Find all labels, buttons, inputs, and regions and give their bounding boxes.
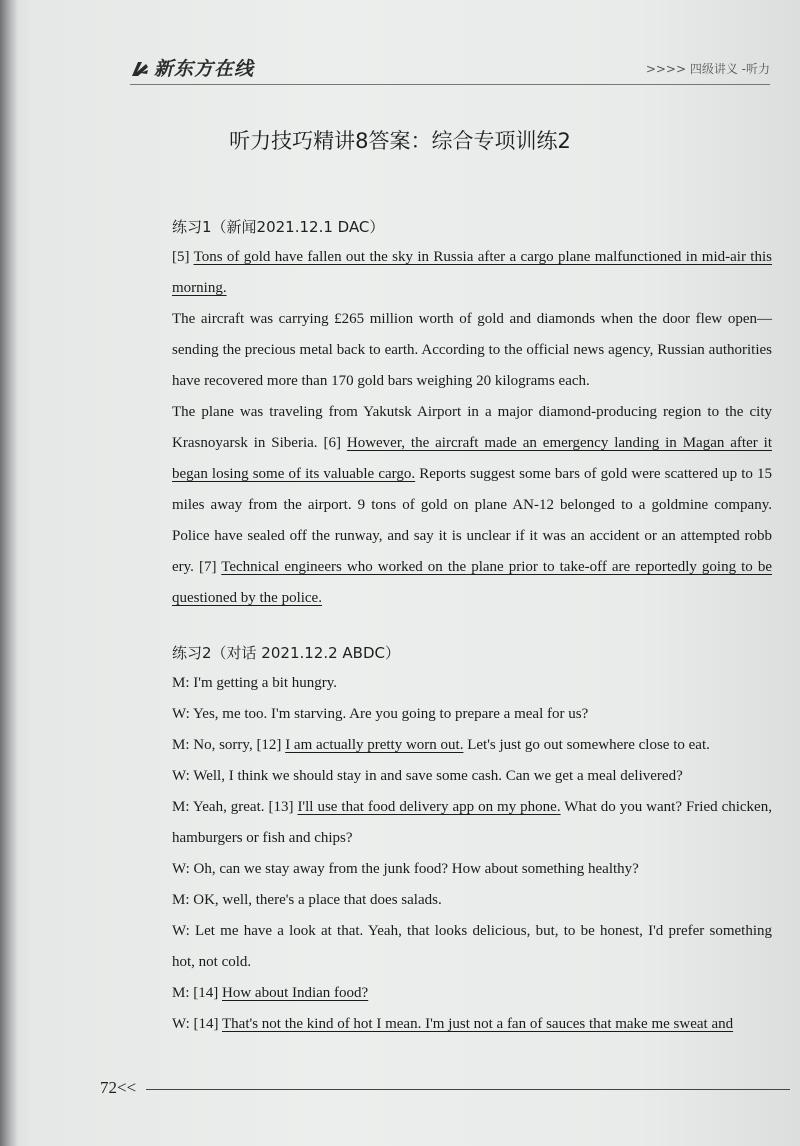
answer-underline: I'll use that food delivery app on my phone. [297,799,561,815]
footer-divider [146,1089,790,1090]
dialogue-line: W: Let me have a look at that. Yeah, that looks delicious, but, to be honest, I'd prefer something hot, not cold. [172,923,772,970]
question-marker: [5] [172,249,194,265]
header-divider [130,84,770,85]
answer-underline: How about Indian food? [222,985,369,1001]
exercise2-heading: 练习2（对话 2021.12.2 ABDC） [172,644,400,662]
answer-underline: Tons of gold have fallen out the sky in Russia after a cargo plane malfunctioned in mid-air this morning. [172,249,772,296]
paragraph-text: Reports suggest some bars of gold were scattered up to 15 miles away from the airport. 9 tons of gold on plane AN-12 belonged to a goldmine company. Police have sealed off the runway, and say it is unclear if it was an accident or an attempted robb ery. [7] [172,466,772,575]
page-footer [100,1078,790,1098]
answer-underline: That's not the kind of hot I mean. I'm just not a fan of sauces that make me sweat and [222,1016,734,1032]
dialogue-text: M: Yeah, great. [13] [172,799,298,815]
dialogue-text: Let's just go out somewhere close to eat. [463,737,710,753]
dialogue-line [172,792,772,854]
exercise1-paragraph-1 [172,242,772,304]
dialogue-line: W: Well, I think we should stay in and save some cash. Can we get a meal delivered? [172,768,683,784]
dialogue-line: W: Yes, me too. I'm starving. Are you going to prepare a meal for us? [172,706,589,722]
dialogue-line [172,730,772,761]
page-title: 听力技巧精讲8答案：综合专项训练2 [229,129,571,153]
dialogue-text: What do you want? Fried chicken, hamburgers or fish and chips? [172,799,772,846]
logo-text: 新东方在线 [154,58,255,80]
page-header [130,54,770,80]
paragraph-text: The plane was traveling from Yakutsk Airport in a major diamond-producing region to the city Krasnoyarsk in Siberia. [6] [172,404,772,451]
dialogue-line: M: I'm getting a bit hungry. [172,675,338,691]
exercise1-heading: 练习1（新闻2021.12.1 DAC） [172,218,385,236]
dialogue-text: W: [14] [172,1016,222,1032]
logo-mark-icon [130,58,150,78]
dialogue-line: W: Oh, can we stay away from the junk food? How about something healthy? [172,861,639,877]
section-label: >>>> 四级讲义 -听力 [645,62,770,76]
logo [130,54,254,81]
exercise1-paragraph-3 [172,397,772,614]
page-edge-shadow [0,0,18,1146]
dialogue-text: M: No, sorry, [12] [172,737,286,753]
exercise1-paragraph-2: The aircraft was carrying £265 million worth of gold and diamonds when the door flew open—sending the precious metal back to earth. According to the official news agency, Russian authorities have recovered more than 170 gold bars weighing 20 kilograms each. [172,311,772,389]
dialogue-line: M: OK, well, there's a place that does salads. [172,892,442,908]
main-content [172,212,772,1040]
dialogue-text: M: [14] [172,985,222,1001]
answer-underline: I am actually pretty worn out. [285,737,464,753]
dialogue-line [172,978,772,1009]
dialogue-line [172,1009,772,1040]
page-number: 72<< [100,1078,137,1097]
answer-underline: Technical engineers who worked on the plane prior to take-off are reportedly going to be questioned by the police. [172,559,772,606]
section-gap [172,614,772,638]
answer-underline: However, the aircraft made an emergency landing in Magan after it began losing some of its valuable cargo. [172,435,772,482]
